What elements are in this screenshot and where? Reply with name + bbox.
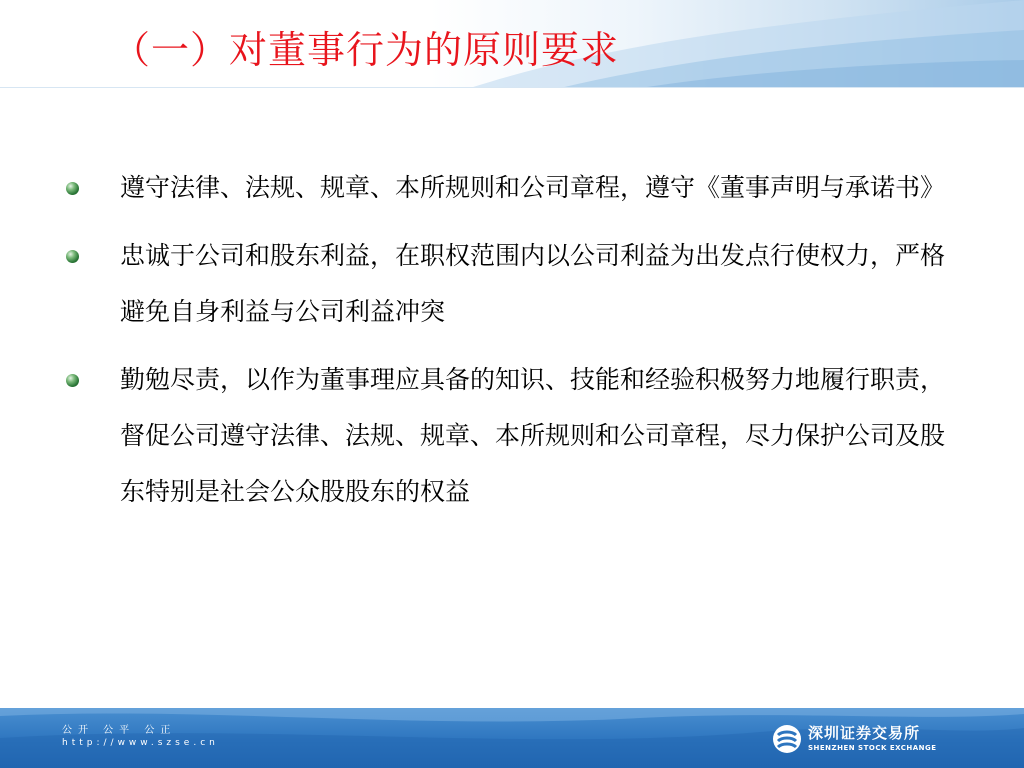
bullet-sphere-icon bbox=[66, 250, 79, 263]
szse-logo-mark-icon bbox=[772, 724, 802, 754]
bullet-text: 遵守法律、法规、规章、本所规则和公司章程，遵守《董事声明与承诺书》 bbox=[120, 173, 946, 202]
bullet-text: 忠诚于公司和股东利益，在职权范围内以公司利益为出发点行使权力，严格避免自身利益与公司利益冲突 bbox=[120, 241, 946, 326]
bullet-sphere-icon bbox=[66, 182, 79, 195]
szse-logo bbox=[772, 724, 972, 758]
logo-name-en: SHENZHEN STOCK EXCHANGE bbox=[808, 744, 937, 752]
bullet-item bbox=[64, 352, 964, 520]
bullet-text: 勤勉尽责，以作为董事理应具备的知识、技能和经验积极努力地履行职责，督促公司遵守法律、法规、规章、本所规则和公司章程，尽力保护公司及股东特别是社会公众股股东的权益 bbox=[120, 365, 946, 506]
footer-url: http://www.szse.cn bbox=[62, 738, 219, 748]
bullet-item bbox=[64, 160, 964, 216]
footer-slogan: 公开 公平 公正 bbox=[62, 725, 177, 736]
logo-name-cn: 深圳证券交易所 bbox=[808, 724, 921, 742]
bullet-list bbox=[64, 160, 964, 532]
bullet-item bbox=[64, 228, 964, 340]
slide-title: （一）对董事行为的原则要求 bbox=[112, 28, 620, 72]
slide-footer bbox=[0, 708, 1024, 768]
bullet-sphere-icon bbox=[66, 374, 79, 387]
slide-header bbox=[0, 0, 1024, 88]
